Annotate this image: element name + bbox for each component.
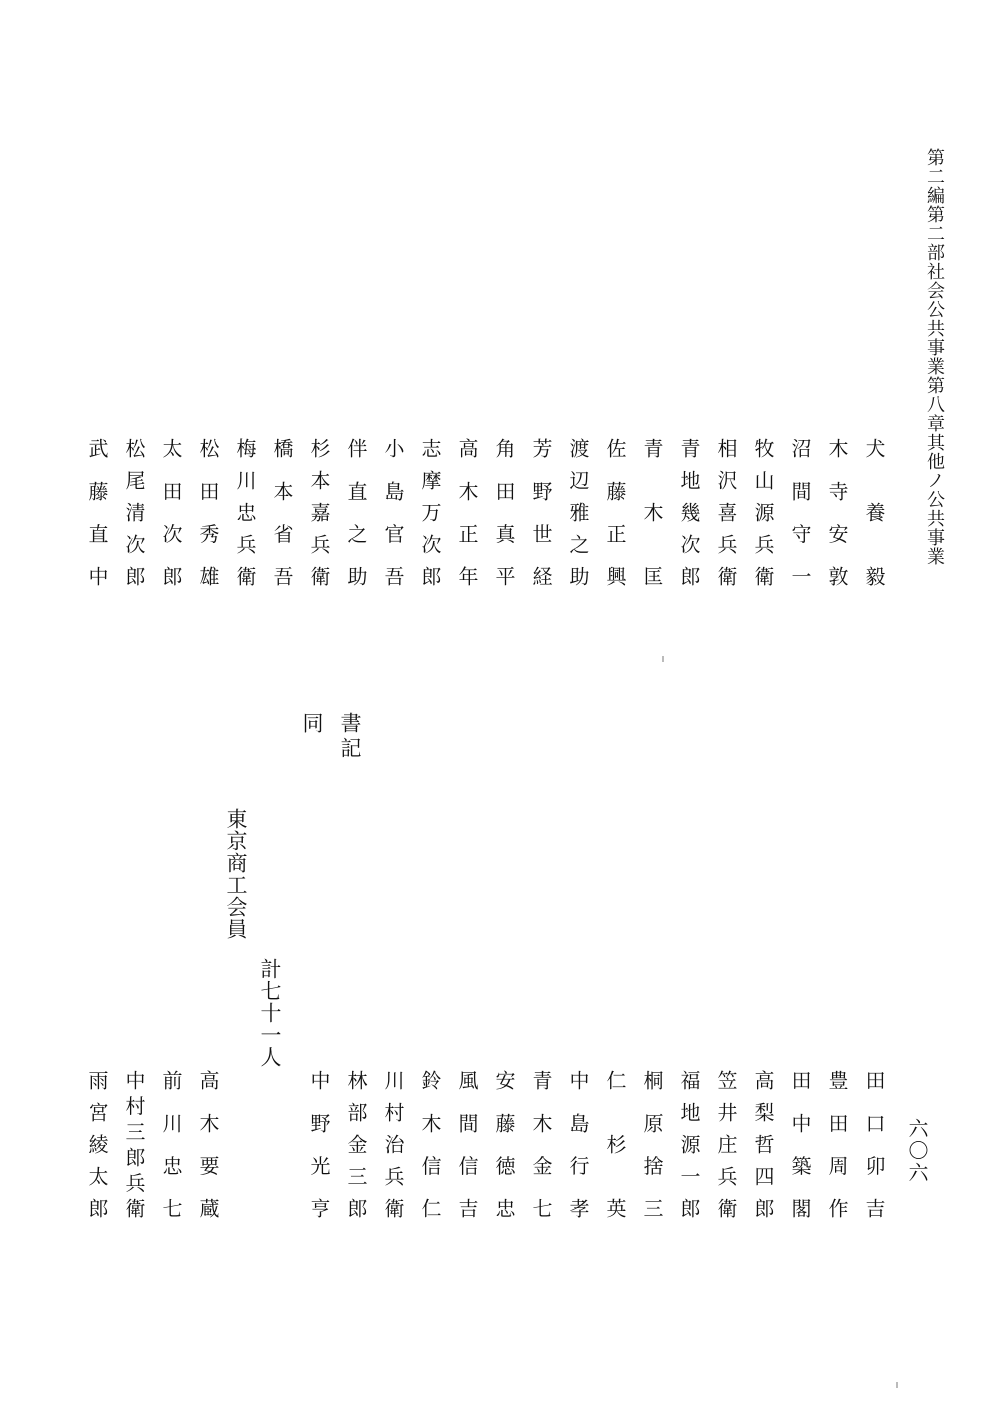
upper-name-10: 芳野世経 — [529, 438, 553, 588]
lower-name-7: 桐原捨三 — [640, 1070, 664, 1220]
lower-name-4: 高梨哲四郎 — [751, 1070, 775, 1220]
upper-name-11: 角田真平 — [492, 438, 516, 588]
print-speck — [662, 656, 664, 662]
header-volume: 第二編 — [924, 148, 945, 205]
header-part: 第二部 — [924, 205, 945, 262]
header-section: 社会公共事業 — [924, 262, 945, 376]
lower-name-20: 雨宮綾太郎 — [85, 1070, 109, 1220]
upper-name-5: 相沢喜兵衛 — [714, 438, 738, 588]
lower-name-13: 鈴木信仁 — [418, 1070, 442, 1220]
upper-name-16: 杉本嘉兵衛 — [307, 438, 331, 588]
lower-name-16: 中野光亨 — [307, 1070, 331, 1220]
lower-name-18: 前川忠七 — [159, 1070, 183, 1220]
header-chapter: 第八章 — [924, 376, 945, 433]
lower-name-3: 田中築閣 — [788, 1070, 812, 1220]
lower-name-11: 安藤徳忠 — [492, 1070, 516, 1220]
lower-name-1: 田口卯吉 — [862, 1070, 886, 1220]
upper-name-19: 松田秀雄 — [196, 438, 220, 588]
upper-name-18: 梅川忠兵衛 — [233, 438, 257, 588]
upper-name-9: 渡辺雅之助 — [566, 438, 590, 588]
lower-name-17: 高木要蔵 — [196, 1070, 220, 1220]
upper-name-13: 志摩万次郎 — [418, 438, 442, 588]
upper-name-2: 木寺安敦 — [825, 438, 849, 588]
lower-name-5: 笠井庄兵衛 — [714, 1070, 738, 1220]
upper-name-7: 青木匡 — [640, 438, 664, 588]
lower-name-14: 川村治兵衛 — [381, 1070, 405, 1220]
upper-name-12: 高木正年 — [455, 438, 479, 588]
header-chapter-title: 其他ノ公共事業 — [924, 433, 945, 566]
upper-name-14: 小島官吾 — [381, 438, 405, 588]
lower-name-8: 仁杉英 — [603, 1070, 627, 1220]
secretary-title: 書記 — [338, 712, 362, 762]
chamber-name: 東京商工会員 — [224, 808, 248, 940]
lower-name-10: 青木金七 — [529, 1070, 553, 1220]
lower-name-12: 風間信吉 — [455, 1070, 479, 1220]
print-speck — [896, 1382, 898, 1388]
upper-name-20: 太田次郎 — [159, 438, 183, 588]
upper-name-6: 青地幾次郎 — [677, 438, 701, 588]
upper-name-17: 橋本省吾 — [270, 438, 294, 588]
lower-name-9: 中島行孝 — [566, 1070, 590, 1220]
upper-name-3: 沼間守一 — [788, 438, 812, 588]
lower-name-2: 豊田周作 — [825, 1070, 849, 1220]
page-number: 六〇六 — [905, 1118, 929, 1184]
running-header — [905, 148, 943, 566]
same-title: 同 — [300, 712, 324, 737]
upper-name-22: 武藤直中 — [85, 438, 109, 588]
upper-name-1: 犬養毅 — [862, 438, 886, 588]
upper-name-21: 松尾清次郎 — [122, 438, 146, 588]
lower-name-15: 林部金三郎 — [344, 1070, 368, 1220]
lower-name-19: 中村三郎兵衛 — [122, 1070, 146, 1220]
lower-name-6: 福地源一郎 — [677, 1070, 701, 1220]
total-count: 計七十一人 — [258, 958, 282, 1068]
upper-name-15: 伴直之助 — [344, 438, 368, 588]
upper-name-8: 佐藤正興 — [603, 438, 627, 588]
upper-name-4: 牧山源兵衛 — [751, 438, 775, 588]
